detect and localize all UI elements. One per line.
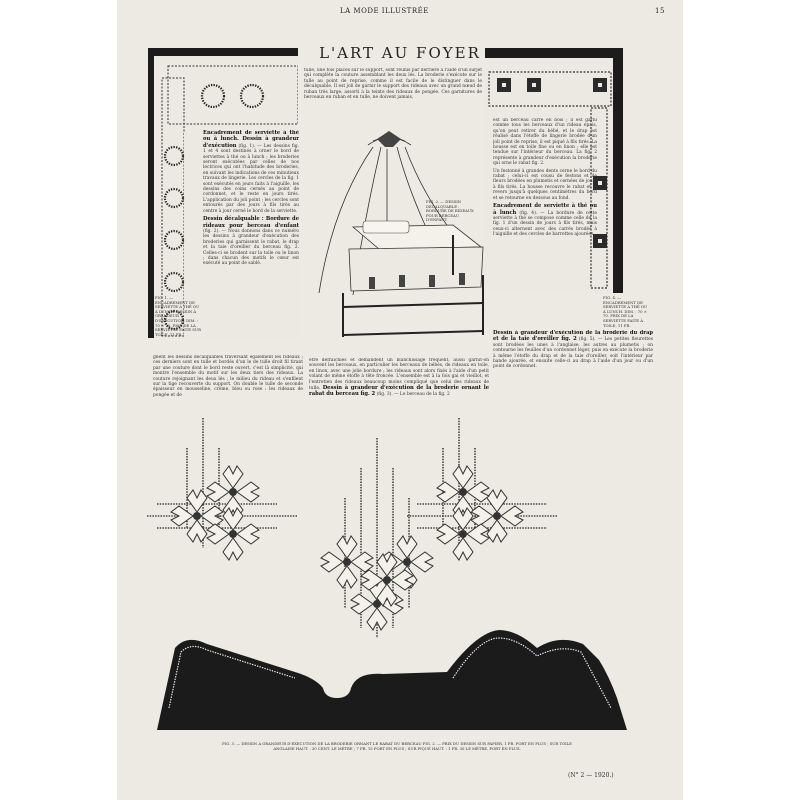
section-heading: Dessin décalquable : Bordure de rideaux pour berceau d'enfant [203, 216, 299, 229]
body-text: être défraîchies et demandent un blanchissage fréquent, aussi garnit-on souvent les berceaux, en particulier les berceaux de bébés, de rideaux en toile, en linon, avec une jolie bordure ; les rideaux sont alors fixés à l'aide d'un petit volant de même étoffe à tête froncée. L'ensemble est à la fois gai et vieillot, et l'entretien des rideaux beaucoup moins compliqué que celui des rideaux de tulle. [309, 358, 489, 392]
body-text: (fig. 1). — Les dessins fig. 1 et 4 sont destinés à orner le bord de serviettes à thé ou à lunch ; les broderies seront exécutées par celles de nos lectrices qui ont l'habitude des broderies, en suivant les indications de ces minutieux travaux de lingerie. Les cercles de la fig. 1 sont exécutés en jours faits à l'aiguille, les dessins des coins cernés au point de cordonnet, et le reste en jours tirés. L'application du joli point ; les cercles sont entourés par des jours à fils tirés au centre à jour cerné le bord de la serviette. [203, 143, 299, 214]
body-text: (fig. 4). — La bordure de cette serviette à thé se compose comme celle de la fig. 1 d'un dessin de jours à fils tirés, mais ceux-ci alternent avec des carrés brodés à l'aiguille et des cercles de barrettes ajourées. [493, 210, 597, 238]
cradle-illustration-fig2 [313, 125, 489, 340]
embroidery-pattern-fig3 [147, 408, 647, 738]
left-column [203, 130, 299, 324]
section-heading: Encadrement de serviette à thé ou à lunch. Dessin à grandeur d'exécution [203, 130, 299, 149]
article-title: L'ART AU FOYER [319, 44, 481, 62]
caption-fig1: FIG. 1. — ENCADREMENT DE SERVIETTE À THÉ OU À LUNCH. DESSIN À GRANDEUR D'EXÉCUTION. DIM. : 70 × 70. PRIX DE LA SERVIETTE FAITE SUR TOILE, 11 FR. [155, 296, 201, 337]
bottom-left-text: gnent les dessins décalquables traversant également les rideaux ; ces derniers sont en tulle et bordés d'un le de tulle droit fil tirant par une couture dont le bord reste ouvert, c'est là simplicité, qui montre l'ensemble du motif sur les deux tiers des rideaux. La couture rejoignant les deux lés ; le milieu du rideau et s'enfilent sur la tige recouverte du support. On double le tulle de seconde épaisseur en mousseline, crème, bleu ou rose : les rideaux de pongée et de [153, 355, 303, 398]
magazine-title: LA MODE ILLUSTRÉE [340, 7, 429, 15]
body-text: Un festonné à grandes dents cerne le bord du rabat ; celui-ci est cousu de festons et de fleurs brodées en plumetis et cernées de jours à fils tirés. La housse recouvre le rabat et le revers jusqu'à quelques centimètres du bord et se retourne en dessous au fond. [493, 168, 597, 201]
top-middle-text: tulle, une fois placés sur le support, sont réunis par derrière à l'aide d'un surjet qui complète la couture assemblant les deux lés. La broderie s'exécute sur le tulle au point de reprise, comme il est facile de le distinguer dans le décalquable. Il est joli de garnir le support des rideaux avec un grand nœud de ruban très large, assorti à la teinte des rideaux de pongée. Ces garnitures de berceaux en ruban et en tulle, ne doivent jamais, [304, 68, 482, 101]
section-heading: Encadrement de serviette à thé ou à lunch [493, 203, 597, 216]
magazine-page [117, 0, 683, 800]
right-column [493, 118, 597, 308]
issue-number: (N° 2 — 1920.) [568, 772, 614, 779]
body-text: est un berceau carré en bois ; il est garni comme tous les berceaux d'un rideau épais, qu'on peut retirer du bébé, et le drap est réalisé dans l'étoffe de lingerie brodée d'un joli point de reprise, il est piqué à fils tirés. La housse est en toile fine ou en linon ; elle est tendue sur l'intérieur du berceau. La fig. 2 représente à grandeur d'exécution la broderie qui orne le rabat fig. 2. [493, 118, 597, 167]
section-heading: Dessin à grandeur d'exécution de la broderie du drap et de la taie d'oreiller fig. 2 [493, 330, 653, 343]
caption-fig3: FIG. 3. — DESSIN À GRANDEUR D'EXÉCUTION DE LA BRODERIE ORNANT LE RABAT DU BERCEAU FIG. 2. — PRIX DU DESSIN SUR PAPIER, 1 FR. PORT EN PLUS ; SUR TOILE ANGLAISE HAUT. : 30 CENT. LE MÈTRE ; 7 FR. 15 PORT EN PLUS ; SUR PIQUÉ HAUT. : 1 FR. 30 LE MÈTRE, PORT EN PLUS. [222, 742, 572, 751]
body-text: (fig. 2). — Nous donnons dans ce numéro les dessins à grandeur d'exécution des broderies qui garnissent le rabat, le drap et la taie d'oreiller du berceau fig. 2. Celles-ci se brodent sur la toile ou le linon ; dans chacun des motifs le cœur est exécuté au point de sablé. [203, 228, 299, 267]
body-text: (fig. 5). — Les petites fleurettes sont brodées les unes à l'anglaise, les autres au plumetis ; on contourne les feuilles d'un cordonnet léger, puis on exécute la broderie à même l'étoffe du drap et de la taie d'oreiller, soit l'intérieur par bande ajourée, et ensuite celle-ci au drap à l'aide d'un jour ou d'un point de cordonnet. [493, 337, 653, 370]
bottom-middle-text [309, 358, 489, 400]
body-text: (fig. 3). — Le berceau de la fig. 2 [376, 392, 450, 398]
section-heading: Dessin à grandeur d'exécution de la broderie ornant le rabat du berceau fig. 2 [309, 385, 489, 398]
caption-fig2: FIG. 2. — DESSIN DÉCALQUABLE : BORDURE DE RIDEAUX POUR BERCEAU D'ENFANT. [426, 200, 474, 223]
scalloped-flounce [157, 630, 627, 730]
caption-fig4: FIG. 4. — ENCADREMENT DE SERVIETTE À THÉ OU À LUNCH. DIM. : 70 × 70. PRIX DE LA SERVIETTE FAITE À TOILE, 11 FR. [603, 296, 648, 328]
right-column-continued [493, 330, 653, 406]
page-number: 15 [655, 7, 665, 15]
